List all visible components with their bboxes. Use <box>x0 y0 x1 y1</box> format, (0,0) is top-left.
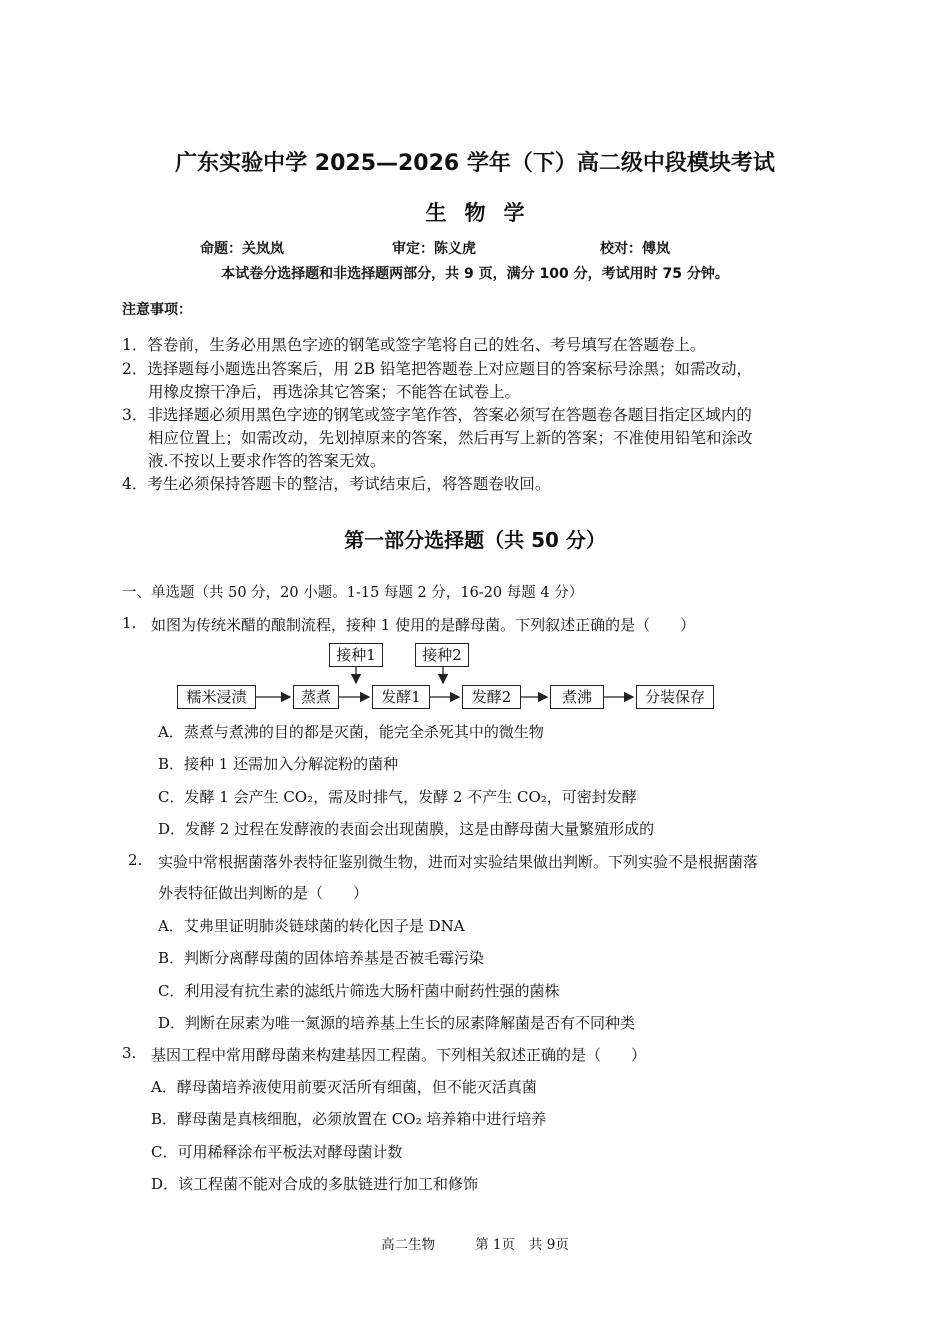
note-item: 4．考生必须保持答题卡的整洁，考试结束后，将答题卷收回。 <box>122 475 551 493</box>
flow-step-box: 发酵1 <box>372 685 430 709</box>
question-number: 3. <box>122 1044 137 1062</box>
exam-summary: 本试卷分选择题和非选择题两部分，共 9 页，满分 100 分，考试用时 75 分钟。 <box>221 266 729 282</box>
footer-subject: 高二生物 <box>381 1237 436 1253</box>
footer-total: 共 9页 <box>529 1237 569 1253</box>
flow-step-box: 蒸煮 <box>293 685 339 709</box>
exam-title: 广东实验中学 2025—2026 学年（下）高二级中段模块考试 <box>175 151 775 176</box>
note-item: 2．选择题每小题选出答案后，用 2B 铅笔把答题卷上对应题目的答案标号涂黑；如需改动， <box>122 360 752 378</box>
answer-option: C．发酵 1 会产生 CO₂，需及时排气，发酵 2 不产生 CO₂，可密封发酵 <box>158 788 637 806</box>
flow-step-box: 煮沸 <box>550 685 604 709</box>
note-item-continued: 用橡皮擦干净后，再选涂其它答案；不能答在试卷上。 <box>148 383 521 401</box>
question-stem: 基因工程中常用酵母菌来构建基因工程菌。下列相关叙述正确的是（ ） <box>151 1046 647 1064</box>
question-stem-continued: 外表特征做出判断的是（ ） <box>158 884 369 902</box>
answer-option: A．酵母菌培养液使用前要灭活所有细菌，但不能灭活真菌 <box>151 1078 537 1096</box>
subject-title: 生物学 <box>425 201 543 225</box>
proofreader: 校对：傅岚 <box>600 241 670 257</box>
answer-option: C．可用稀释涂布平板法对酵母菌计数 <box>151 1143 403 1161</box>
answer-option: B．判断分离酵母菌的固体培养基是否被毛霉污染 <box>158 949 485 967</box>
flow-input-box: 接种1 <box>329 643 383 667</box>
question-stem: 如图为传统米醋的酿制流程，接种 1 使用的是酵母菌。下列叙述正确的是（ ） <box>151 616 696 634</box>
setter: 命题：关岚岚 <box>200 241 284 257</box>
flow-step-box: 分装保存 <box>636 685 714 709</box>
notes-heading: 注意事项： <box>122 302 192 318</box>
answer-option: D．该工程菌不能对合成的多肽链进行加工和修饰 <box>151 1175 479 1193</box>
question-number: 1. <box>122 614 137 632</box>
part-title: 第一部分选择题（共 50 分） <box>344 528 606 552</box>
note-item: 3．非选择题必须用黑色字迹的钢笔或签字笔作答，答案必须写在答题卷各题目指定区域内的 <box>122 406 752 424</box>
answer-option: B．接种 1 还需加入分解淀粉的菌种 <box>158 755 399 773</box>
section-heading: 一、单选题（共 50 分，20 小题。1-15 每题 2 分，16-20 每题 4 分） <box>122 585 584 601</box>
note-item: 1．答卷前，生务必用黑色字迹的钢笔或签字笔将自己的姓名、考号填写在答题卷上。 <box>122 336 706 354</box>
answer-option: D．发酵 2 过程在发酵液的表面会出现菌膜，这是由酵母菌大量繁殖形成的 <box>158 820 655 838</box>
question-stem: 实验中常根据菌落外表特征鉴别微生物，进而对实验结果做出判断。下列实验不是根据菌落 <box>158 853 759 871</box>
answer-option: A．艾弗里证明肺炎链球菌的转化因子是 DNA <box>158 917 465 935</box>
note-item-continued: 液.不按以上要求作答的答案无效。 <box>148 452 386 470</box>
question-number: 2. <box>128 851 143 869</box>
flow-input-box: 接种2 <box>415 643 469 667</box>
note-item-continued: 相应位置上；如需改动，先划掉原来的答案，然后再写上新的答案；不准使用铅笔和涂改 <box>148 429 753 447</box>
answer-option: A．蒸煮与煮沸的目的都是灭菌，能完全杀死其中的微生物 <box>158 723 544 741</box>
answer-option: D．判断在尿素为唯一氮源的培养基上生长的尿素降解菌是否有不同种类 <box>158 1014 636 1032</box>
footer-page: 第 1页 <box>475 1237 515 1253</box>
answer-option: B．酵母菌是真核细胞，必须放置在 CO₂ 培养箱中进行培养 <box>151 1110 547 1128</box>
reviewer: 审定：陈义虎 <box>392 241 476 257</box>
page-footer <box>0 1233 950 1253</box>
flow-step-box: 糯米浸渍 <box>177 685 256 709</box>
flow-step-box: 发酵2 <box>462 685 521 709</box>
answer-option: C．利用浸有抗生素的滤纸片筛选大肠杆菌中耐药性强的菌株 <box>158 982 560 1000</box>
